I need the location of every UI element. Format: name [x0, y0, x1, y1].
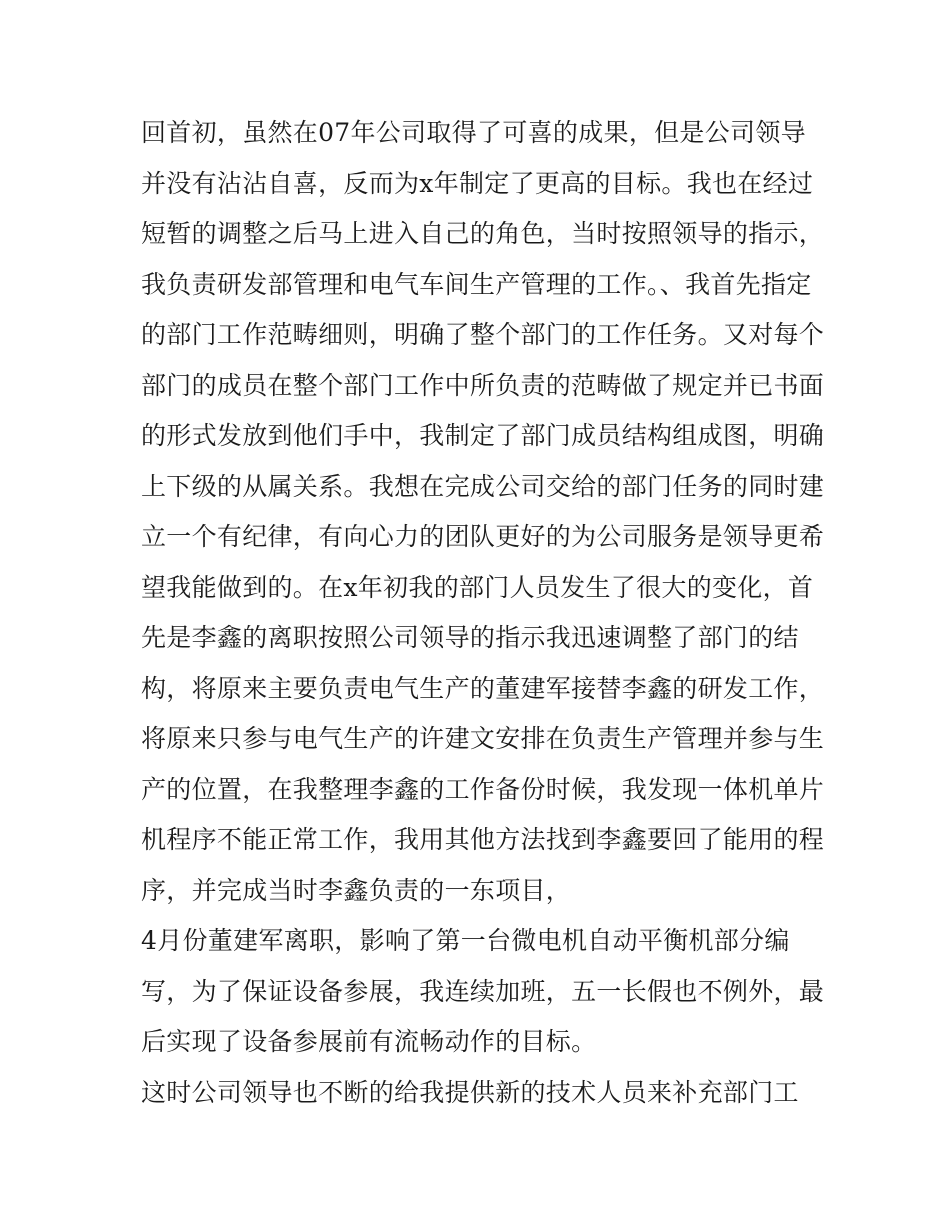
text-line: 写，为了保证设备参展，我连续加班，五一长假也不例外，最	[141, 976, 825, 1006]
text-line: 4月份董建军离职，影响了第一台微电机自动平衡机部分编	[141, 926, 790, 955]
text-line: 后实现了设备参展前有流畅动作的目标。	[141, 1027, 597, 1056]
text-line: 构，将原来主要负责电气生产的董建军接替李鑫的研发工作，	[141, 673, 825, 703]
text-line: 部门的成员在整个部门工作中所负责的范畴做了规定并已书面	[141, 370, 825, 400]
text-line: 序，并完成当时李鑫负责的一东项目，	[141, 875, 572, 905]
text-line: 先是李鑫的离职按照公司领导的指示我迅速调整了部门的结	[141, 623, 799, 652]
text-line: 望我能做到的。在x年初我的部门人员发生了很大的变化，首	[141, 572, 814, 602]
text-line: 产的位置，在我整理李鑫的工作备份时候，我发现一体机单片	[141, 774, 825, 804]
text-line: 我负责研发部管理和电气车间生产管理的工作。、我首先指定	[141, 269, 812, 299]
text-line: 上下级的从属关系。我想在完成公司交给的部门任务的同时建	[141, 471, 825, 501]
text-line: 回首初，虽然在07年公司取得了可喜的成果，但是公司领导	[141, 118, 806, 147]
text-line: 的形式发放到他们手中，我制定了部门成员结构组成图，明确	[141, 421, 825, 450]
text-line: 的部门工作范畴细则，明确了整个部门的工作任务。又对每个	[141, 320, 825, 349]
text-line: 机程序不能正常工作，我用其他方法找到李鑫要回了能用的程	[141, 825, 825, 854]
text-line: 短暂的调整之后马上进入自己的角色，当时按照领导的指示，	[141, 219, 825, 248]
text-line: 这时公司领导也不断的给我提供新的技术人员来补充部门工	[141, 1077, 799, 1107]
body-text	[141, 108, 825, 1118]
text-line: 立一个有纪律，有向心力的团队更好的为公司服务是领导更希	[141, 522, 825, 551]
text-line: 将原来只参与电气生产的许建文安排在负责生产管理并参与生	[141, 724, 825, 753]
text-line: 并没有沾沾自喜，反而为x年制定了更高的目标。我也在经过	[141, 168, 814, 198]
